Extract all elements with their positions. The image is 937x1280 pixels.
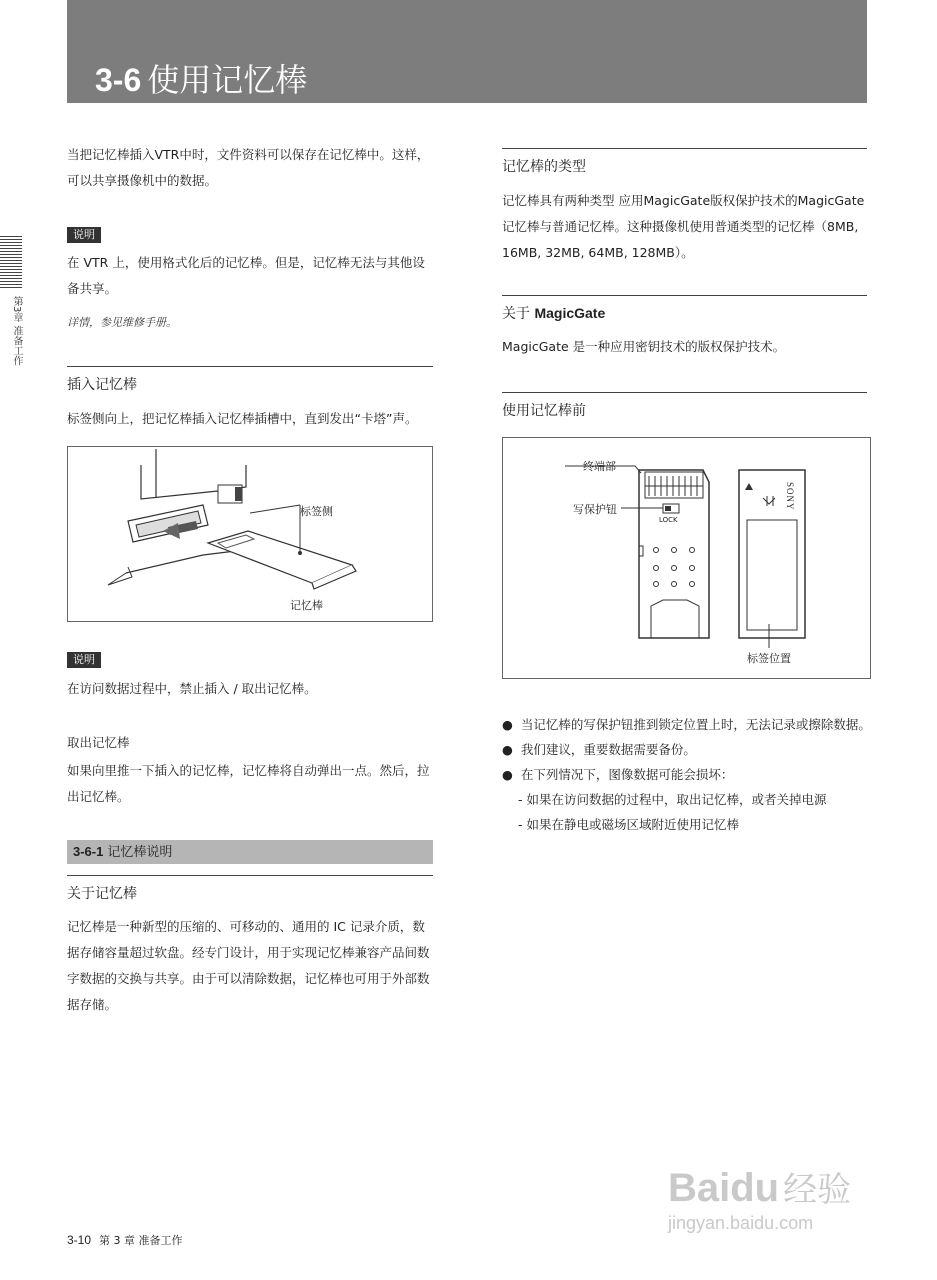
- note-text: 在 VTR 上，使用格式化后的记忆棒。但是，记忆棒无法与其他设备共享。: [67, 255, 425, 296]
- chapter-side-tab: [0, 236, 22, 366]
- bullet-item: [502, 712, 892, 737]
- watermark-brand: Baidu: [668, 1166, 780, 1210]
- section-divider: [502, 392, 867, 393]
- page-footer: [67, 1232, 183, 1248]
- section-divider: [67, 875, 433, 876]
- watermark-url: jingyan.baidu.com: [668, 1213, 814, 1233]
- watermark-brand-cn: 经验: [783, 1171, 852, 1209]
- footer-chapter: 第 3 章 准备工作: [99, 1234, 183, 1247]
- label-stick-text: 记忆棒: [290, 599, 323, 612]
- bullet-text: 当记忆棒的写保护钮推到锁定位置上时，无法记录或擦除数据。: [520, 717, 871, 732]
- magicgate-heading-bold: MagicGate: [534, 305, 606, 321]
- note-badge-2: 说明: [67, 652, 101, 668]
- label-write-protect: 写保护钮: [573, 503, 617, 516]
- magicgate-heading-prefix: 关于: [502, 306, 530, 322]
- intro-paragraph: 当把记忆棒插入VTR中时，文件资料可以保存在记忆棒中。这样，可以共享摄像机中的数据。: [67, 147, 430, 188]
- page-title: [95, 55, 307, 101]
- before-heading: 使用记忆棒前: [502, 403, 586, 419]
- magicgate-text: MagicGate 是一种应用密钥技术的版权保护技术。: [502, 339, 786, 354]
- bullet-item: [502, 737, 892, 762]
- label-lock: LOCK: [659, 516, 678, 524]
- label-label-position: 标签位置: [747, 652, 791, 665]
- watermark: [668, 1162, 918, 1234]
- section-divider: [67, 366, 433, 367]
- bullet-text: 在下列情况下，图像数据可能会损坏：: [520, 767, 734, 782]
- bullet-list: [502, 712, 892, 837]
- about-heading: 关于记忆棒: [67, 886, 137, 902]
- insert-figure: [67, 446, 433, 622]
- bullet-text: 我们建议，重要数据需要备份。: [520, 742, 696, 757]
- label-sony: SONY: [785, 482, 795, 511]
- dash-item: - 如果在静电或磁场区域附近使用记忆棒: [518, 817, 739, 832]
- remove-heading: 取出记忆棒: [67, 735, 130, 750]
- subsection-banner: [67, 840, 433, 864]
- note-text-2: 在访问数据过程中，禁止插入 / 取出记忆棒。: [67, 681, 317, 696]
- label-side-text: 标签侧: [300, 505, 333, 518]
- subsection-title: 记忆棒说明: [107, 845, 173, 860]
- bullet-icon: ●: [502, 767, 513, 782]
- section-title: 使用记忆棒: [147, 61, 308, 99]
- note-reference: 详情，参见维修手册。: [67, 316, 177, 329]
- page-number: 3-10: [67, 1233, 92, 1247]
- label-terminal: 终端部: [583, 460, 616, 473]
- types-text: 记忆棒具有两种类型 应用MagicGate版权保护技术的MagicGate记忆棒与普通记忆棒。这种摄像机使用普通类型的记忆棒（8MB, 16MB, 32MB, 64MB, 128MB）。: [502, 193, 865, 260]
- insert-heading: 插入记忆棒: [67, 377, 137, 393]
- section-number: 3-6: [95, 62, 142, 98]
- bullet-icon: ●: [502, 742, 513, 757]
- types-heading: 记忆棒的类型: [502, 159, 586, 175]
- section-divider: [502, 295, 867, 296]
- note-badge: 说明: [67, 227, 101, 243]
- side-tab-lines: [0, 236, 22, 288]
- insert-text: 标签侧向上，把记忆棒插入记忆棒插槽中，直到发出“卡塔”声。: [67, 411, 418, 426]
- side-tab-label: 第3章 准备工作: [11, 296, 22, 366]
- stick-diagram: [502, 437, 871, 679]
- subsection-number: 3-6-1: [73, 844, 104, 859]
- about-text: 记忆棒是一种新型的压缩的、可移动的、通用的 IC 记录介质，数据存储容量超过软盘。经专门设计，用于实现记忆棒兼容产品间数字数据的交换与共享。由于可以清除数据，记忆棒也可用于外部数据存储。: [67, 919, 430, 1012]
- section-divider: [502, 148, 867, 149]
- magicgate-heading: [502, 303, 605, 323]
- bullet-icon: ●: [502, 717, 513, 732]
- remove-text: 如果向里推一下插入的记忆棒，记忆棒将自动弹出一点。然后，拉出记忆棒。: [67, 763, 430, 804]
- bullet-item: [502, 762, 892, 787]
- stick-illustration: [503, 438, 870, 678]
- insert-illustration: [68, 447, 432, 621]
- dash-item: - 如果在访问数据的过程中，取出记忆棒，或者关掉电源: [518, 792, 827, 807]
